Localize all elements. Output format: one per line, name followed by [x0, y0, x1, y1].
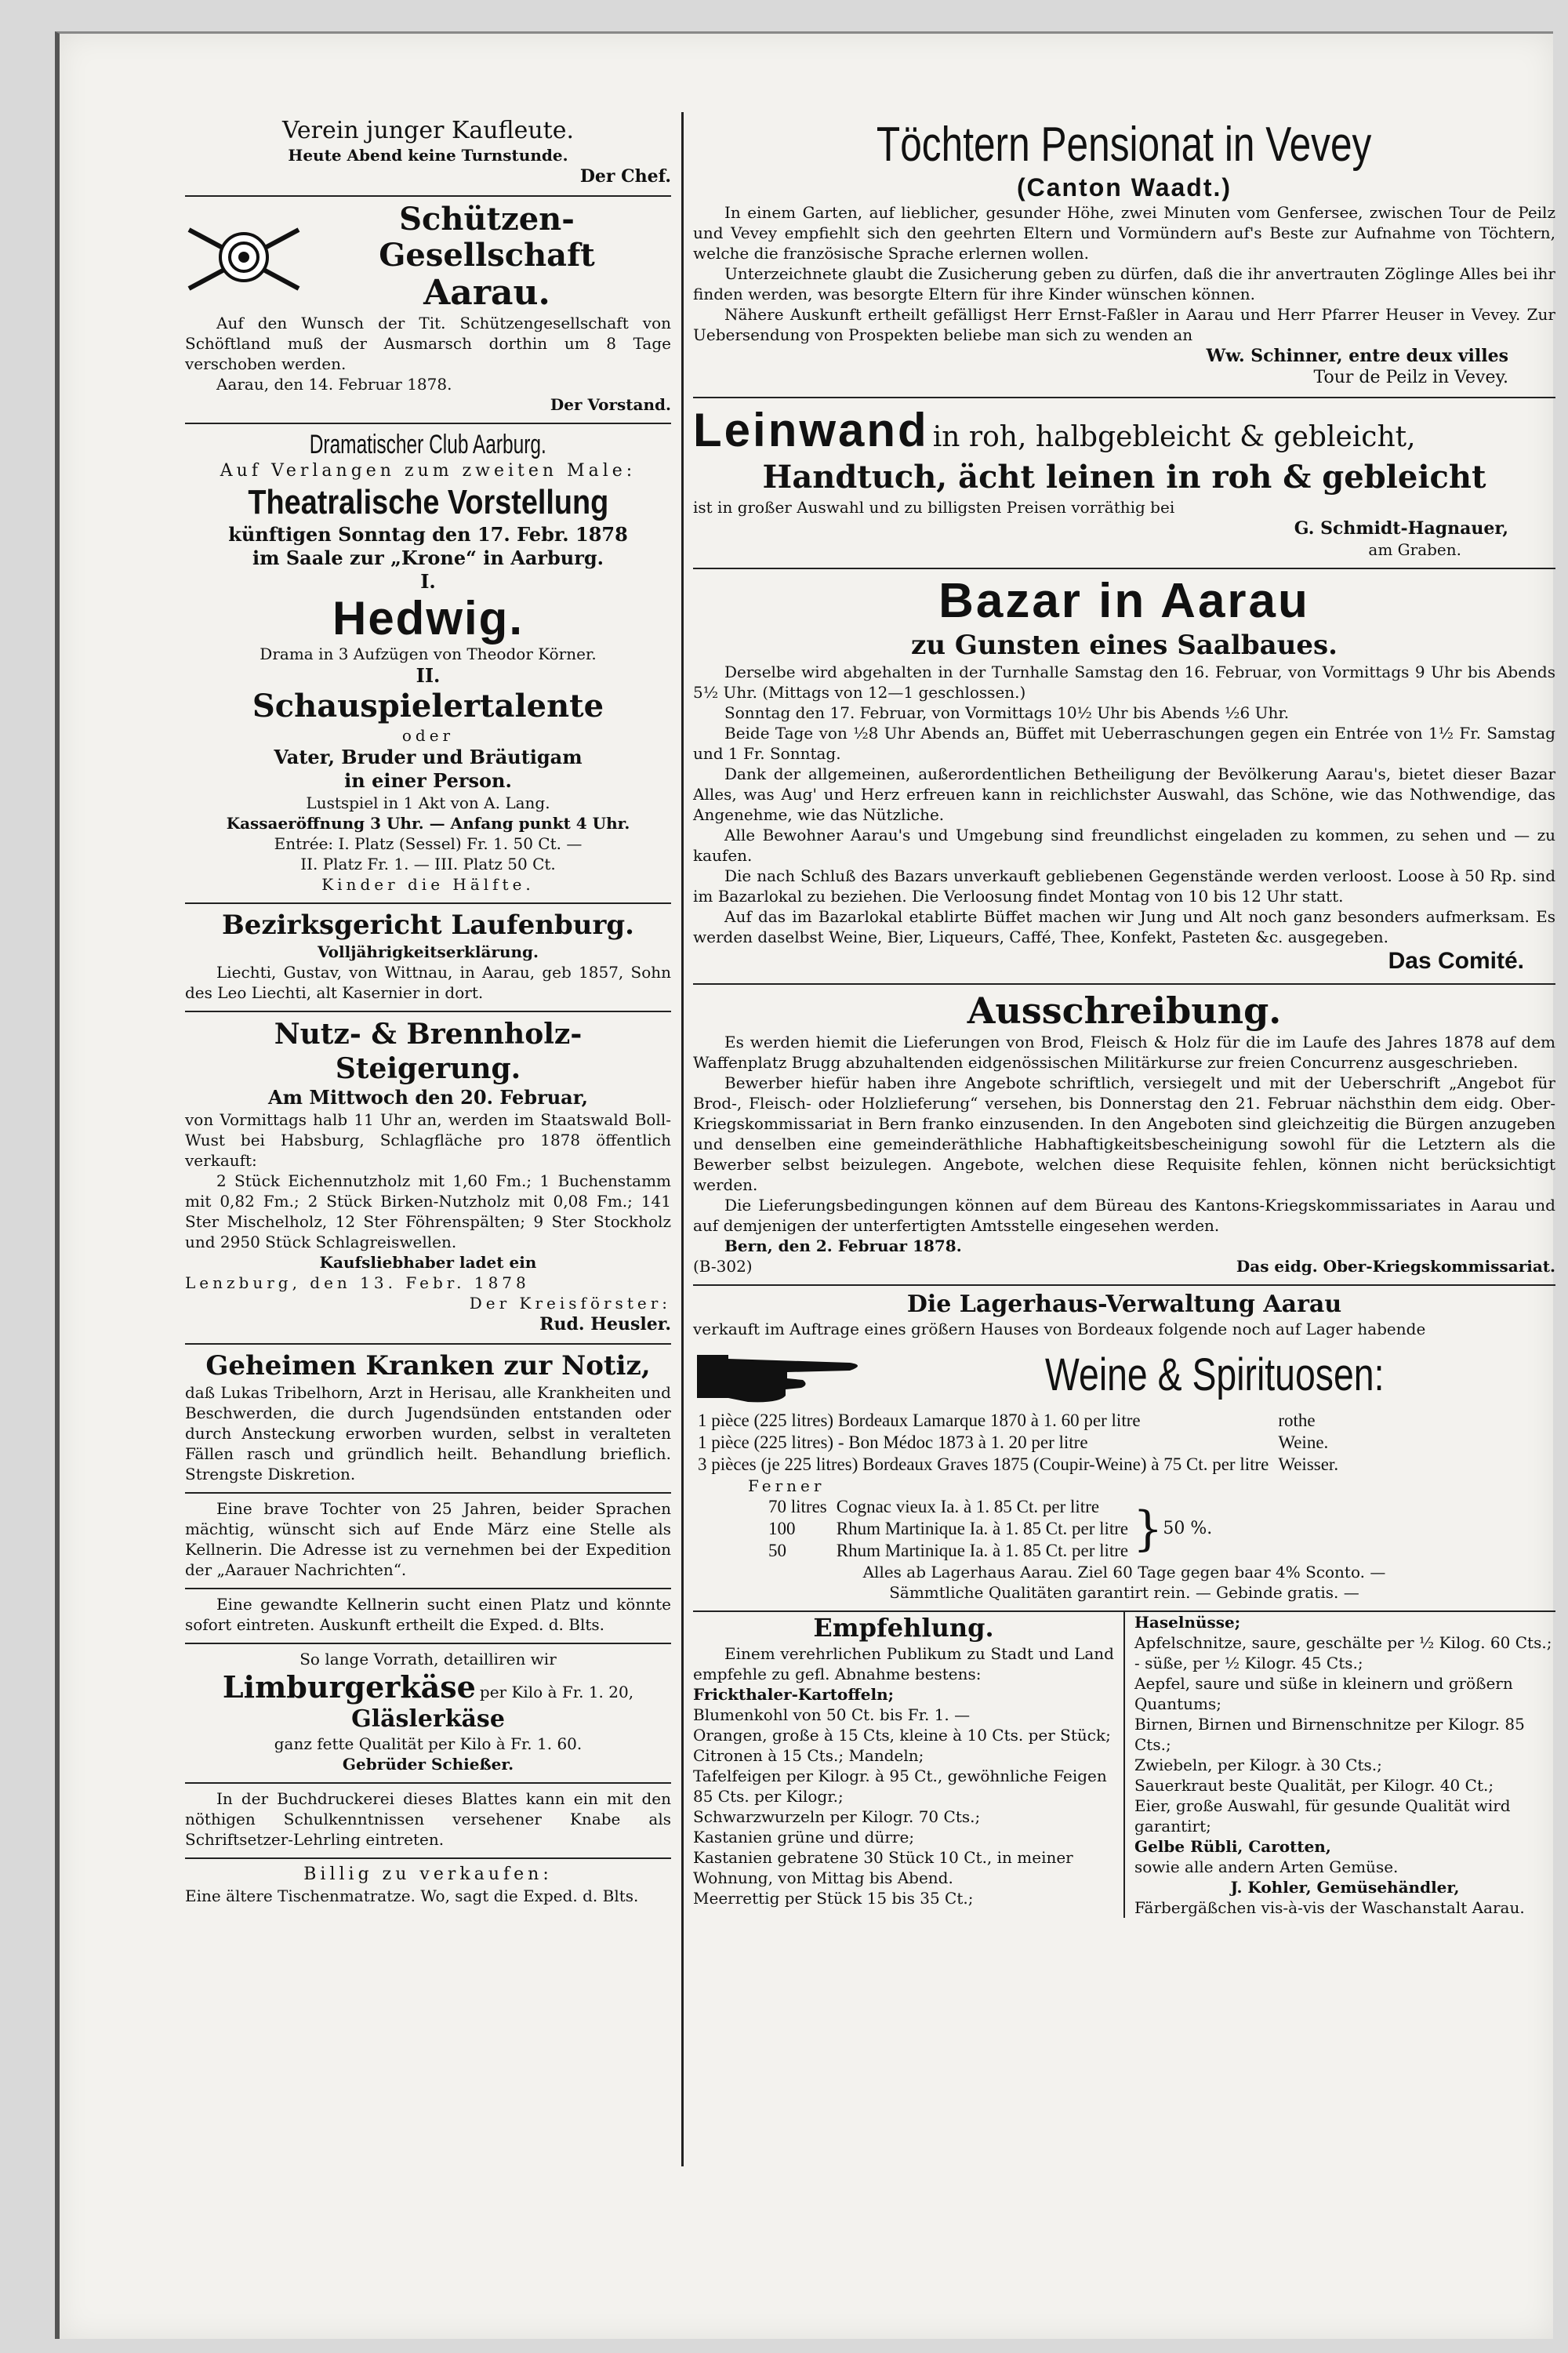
- verein-signature: Der Chef.: [579, 166, 671, 187]
- club-numeral-1: I.: [420, 570, 436, 593]
- kranken-title: Geheimen Kranken zur Notiz,: [205, 1350, 651, 1382]
- vevey-title: Töchtern Pensionat in Vevey: [877, 118, 1372, 172]
- bezirk-title: Bezirksgericht Laufenburg.: [221, 910, 635, 941]
- holz-title: Nutz- & Brennholz-Steigerung.: [274, 1018, 583, 1085]
- bazar-p7: Auf das im Bazarlokal etablirte Büffet machen wir Jung und Alt noch ganz besonders aufmerksam. Es werden daselbst Weine, Bier, Liqueurs, Caffé, Thee, Konfekt, Pasteten &c. ausgegeben.: [693, 907, 1555, 946]
- empfehlung-title: Empfehlung.: [813, 1613, 994, 1643]
- kranken-text: daß Lukas Tribelhorn, Arzt in Herisau, alle Krankheiten und Beschwerden, die durch Jugendsünden entstanden oder durch Ansteckung erworben wurden, selbst in veralteten Fällen rasch und gründlich heilt. Behandlung brieflich. Strengste Diskretion.: [185, 1383, 671, 1483]
- schuetzen-date: Aarau, den 14. Februar 1878.: [216, 375, 452, 394]
- verein-title: Verein junger Kaufleute.: [281, 117, 575, 144]
- holz-date: Lenzburg, den 13. Febr. 1878: [185, 1273, 530, 1292]
- empfehlung-left: [693, 1612, 1125, 1918]
- vevey-signature: Ww. Schinner, entre deux villes: [1206, 346, 1508, 366]
- bazar-p5: Alle Bewohner Aarau's und Umgebung sind freundlichst eingeladen zu kommen, zu sehen und — zu kaufen.: [693, 826, 1555, 865]
- ad-schuetzen: [185, 197, 671, 424]
- matratze-text: Eine ältere Tischenmatratze. Wo, sagt die Exped. d. Blts.: [185, 1886, 639, 1905]
- ad-kaese: [185, 1644, 671, 1784]
- left-column: [185, 112, 671, 1911]
- ausschreibung-p1: Es werden hiemit die Lieferungen von Brod, Fleisch & Holz für die im Laufe des Jahres 1878 auf dem Waffenplatz Brugg abzuhaltenden eidgenössischen Militärkurse zur freien Concurrenz ausgeschrieben.: [693, 1033, 1555, 1072]
- kaese-signature: Gebrüder Schießer.: [342, 1755, 514, 1774]
- kaese-title: Limburgerkäse: [222, 1669, 476, 1705]
- spirits-row: 100 Rhum Martinique Ia. à 1. 85 Ct. per litre: [768, 1519, 1129, 1538]
- spirits-percent: 50 %.: [1163, 1519, 1213, 1538]
- leinwand-title-rest: in roh, halbgebleicht & gebleicht,: [932, 421, 1416, 453]
- target-emblem: [185, 218, 303, 296]
- spirits-table: [764, 1496, 1133, 1562]
- empfehlung-item: Sauerkraut beste Qualität, per Kilogr. 40 Ct.;: [1134, 1776, 1494, 1795]
- bazar-p3: Beide Tage von ½8 Uhr Abends an, Büffet mit Ueberraschungen gegen ein Entrée von 1½ Fr. Samstag und 1 Fr. Sonntag.: [693, 724, 1555, 763]
- empfehlung-item: Blumenkohl von 50 Ct. bis Fr. 1. —: [693, 1705, 971, 1724]
- weine-title: Die Lagerhaus-Verwaltung Aarau: [906, 1291, 1342, 1318]
- ad-verein: [185, 112, 671, 197]
- empfehlung-item: Aepfel, saure und süße in kleinern und größern Quantums;: [1134, 1674, 1513, 1713]
- bazar-title: Bazar in Aarau: [938, 574, 1310, 628]
- empfehlung-item: - süße, per ½ Kilogr. 45 Cts.;: [1134, 1654, 1363, 1672]
- ad-tochter: [185, 1494, 671, 1589]
- right-column: [693, 112, 1555, 1918]
- empfehlung-item: sowie alle andern Arten Gemüse.: [1134, 1857, 1399, 1876]
- holz-date-line: Am Mittwoch den 20. Februar,: [268, 1086, 588, 1109]
- empfehlung-item: Meerrettig per Stück 15 bis 35 Ct.;: [693, 1889, 974, 1908]
- empfehlung-signature2: Färbergäßchen vis-à-vis der Waschanstalt Aarau.: [1134, 1898, 1525, 1917]
- club-play2: Schauspielertalente: [252, 688, 604, 724]
- leinwand-text: ist in großer Auswahl und zu billigsten Preisen vorräthig bei: [693, 498, 1175, 517]
- bazar-p1: Derselbe wird abgehalten in der Turnhalle Samstag den 16. Februar, von Vormittags 9 Uhr bis Abends 5½ Uhr. (Mittags von 12—1 geschlossen.): [693, 663, 1555, 702]
- holz-items: 2 Stück Eichennutzholz mit 1,60 Fm.; 1 Buchenstamm mit 0,82 Fm.; 2 Stück Birken-Nutzholz mit 0,08 Fm.; 141 Ster Mischelholz, 12 Ster Föhrenspälten; 9 Ster Stockholz und 2950 Stück Schlagreiswellen.: [185, 1171, 671, 1251]
- leinwand-signature: G. Schmidt-Hagnauer,: [1294, 518, 1508, 539]
- spirits-row: 50 Rhum Martinique Ia. à 1. 85 Ct. per litre: [768, 1541, 1129, 1560]
- bazar-sub: zu Gunsten eines Saalbaues.: [911, 630, 1338, 661]
- spirits-row: 70 litres Cognac vieux Ia. à 1. 85 Ct. per litre: [768, 1497, 1100, 1516]
- ad-lehrling: [185, 1784, 671, 1859]
- ad-ausschreibung: [693, 985, 1555, 1286]
- bazar-p4: Dank der allgemeinen, außerordentlichen Betheiligung der Bevölkerung Aarau's, bietet dieser Bazar Alles, was Aug' und Herz erfreuen kann in reichlichster Auswahl, das Schöne, wie das Nothwendige, das Angenehme, wie das Nützliche.: [693, 764, 1555, 824]
- club-prices1: Entrée: I. Platz (Sessel) Fr. 1. 50 Ct. —: [274, 834, 583, 853]
- ad-holz: [185, 1012, 671, 1345]
- ad-vevey: [693, 112, 1555, 398]
- bazar-signature: Das Comité.: [1388, 948, 1524, 974]
- empfehlung-item: Kastanien gebratene 30 Stück 10 Ct., in meiner Wohnung, von Mittag bis Abend.: [693, 1848, 1073, 1887]
- leinwand-line2: Handtuch, ächt leinen in roh & gebleicht: [762, 459, 1486, 496]
- vevey-signature2: Tour de Peilz in Vevey.: [1313, 368, 1508, 387]
- club-line1: Auf Verlangen zum zweiten Male:: [220, 461, 637, 481]
- kaese-title2: Gläslerkäse: [351, 1705, 505, 1733]
- wine-row: 1 pièce (225 litres) Bordeaux Lamarque 1870 à 1. 60 per litre rothe: [698, 1411, 1316, 1430]
- ad-bezirksgericht: [185, 904, 671, 1012]
- newspaper-page: [55, 31, 1553, 2339]
- club-play1: Hedwig.: [332, 592, 524, 645]
- club-times: Kassaeröffnung 3 Uhr. — Anfang punkt 4 Uhr.: [226, 814, 630, 833]
- ad-matratze: [185, 1859, 671, 1911]
- empfehlung-item: Haselnüsse;: [1134, 1613, 1241, 1632]
- holz-signature: Rud. Heusler.: [539, 1314, 671, 1334]
- vevey-p2: Unterzeichnete glaubt die Zusicherung geben zu dürfen, daß die ihr anvertrauten Zöglinge Alles bei ihr finden werden, was besorgte Eltern für ihre Kinder wünschen können.: [693, 264, 1555, 303]
- wine-row: 1 pièce (225 litres) - Bon Médoc 1873 à 1. 20 per litre Weine.: [698, 1432, 1329, 1452]
- bezirk-sub: Volljährigkeitserklärung.: [318, 942, 539, 961]
- vevey-p1: In einem Garten, auf lieblicher, gesunder Höhe, zwei Minuten vom Genfersee, zwischen Tour de Peilz und Vevey empfiehlt sich den geehrten Eltern und Vormündern auf's Beste zur Aufnahme von Töchtern, welche die französische Sprache erlernen wollen.: [693, 203, 1555, 263]
- ad-kellnerin: [185, 1589, 671, 1644]
- column-divider: [681, 112, 684, 2166]
- club-line3: im Saale zur „Krone“ in Aarburg.: [252, 546, 604, 569]
- weine-foot1: Alles ab Lagerhaus Aarau. Ziel 60 Tage gegen baar 4% Sconto. —: [862, 1563, 1386, 1581]
- empfehlung-item: Orangen, große à 15 Cts, kleine à 10 Cts. per Stück;: [693, 1726, 1111, 1745]
- club-play2-sub3: Lustspiel in 1 Akt von A. Lang.: [306, 793, 550, 812]
- wine-table: [693, 1410, 1343, 1476]
- ad-kranken: [185, 1345, 671, 1494]
- bezirk-text: Liechti, Gustav, von Wittnau, in Aarau, geb 1857, Sohn des Leo Liechti, alt Kasernier in dort.: [185, 963, 671, 1002]
- club-line2: künftigen Sonntag den 17. Febr. 1878: [228, 523, 628, 546]
- empfehlung-item: Gelbe Rübli, Carotten,: [1134, 1837, 1331, 1856]
- club-oder: oder: [401, 726, 455, 745]
- kellnerin-text: Eine gewandte Kellnerin sucht einen Platz und könnte sofort eintreten. Auskunft ertheilt die Exped. d. Blts.: [185, 1595, 671, 1634]
- bazar-p6: Die nach Schluß des Bazars unverkauft gebliebenen Gegenstände werden verloost. Loose à 50 Rp. sind im Bazarlokal zu beziehen. Die Verloosung findet Montag von 10 bis 12 Uhr statt.: [693, 866, 1555, 906]
- club-prices2: II. Platz Fr. 1. — III. Platz 50 Ct.: [300, 855, 556, 873]
- weine-line: verkauft im Auftrage eines größern Hauses von Bordeaux folgende noch auf Lager habende: [693, 1320, 1426, 1338]
- empfehlung-item: Apfelschnitze, saure, geschälte per ½ Kilog. 60 Cts.;: [1134, 1633, 1552, 1652]
- empfehlung-item: Kastanien grüne und dürre;: [693, 1828, 915, 1846]
- empfehlung-item: Tafelfeigen per Kilogr. à 95 Ct., gewöhnliche Feigen 85 Cts. per Kilogr.;: [693, 1767, 1107, 1806]
- club-title: Dramatischer Club Aarburg.: [309, 430, 547, 459]
- verein-line: Heute Abend keine Turnstunde.: [288, 146, 568, 165]
- kaese-line1: So lange Vorrath, detailliren wir: [299, 1650, 557, 1669]
- ad-leinwand: [693, 398, 1555, 569]
- club-heading: Theatralische Vorstellung: [248, 483, 608, 521]
- empfehlung-item: Birnen, Birnen und Birnenschnitze per Kilogr. 85 Cts.;: [1134, 1715, 1525, 1754]
- weine-heading: Weine & Spirituosen:: [1044, 1349, 1385, 1400]
- schuetzen-title: Schützen-Gesellschaft: [379, 201, 595, 274]
- holz-invite: Kaufsliebhaber ladet ein: [319, 1253, 537, 1272]
- kaese-line2: ganz fette Qualität per Kilo à Fr. 1. 60.: [274, 1734, 583, 1753]
- empfehlung-item: Citronen à 15 Cts.; Mandeln;: [693, 1746, 924, 1765]
- holz-role: Der Kreisförster:: [469, 1294, 671, 1313]
- leinwand-signature2: am Graben.: [1368, 540, 1461, 559]
- weine-foot2: Sämmtliche Qualitäten garantirt rein. — Gebinde gratis. —: [889, 1583, 1359, 1602]
- tochter-text: Eine brave Tochter von 25 Jahren, beider Sprachen mächtig, wünscht sich auf Ende März eine Stelle als Kellnerin. Die Adresse ist zu vernehmen bei der Expedition der „Aarauer Nachrichten“.: [185, 1499, 671, 1579]
- bazar-p2: Sonntag den 17. Februar, von Vormittags 10½ Uhr bis Abends ½6 Uhr.: [724, 703, 1290, 722]
- schuetzen-place: Aarau.: [423, 273, 550, 313]
- empfehlung-item: Schwarzwurzeln per Kilogr. 70 Cts.;: [693, 1807, 981, 1826]
- ad-bazar: [693, 569, 1555, 985]
- empfehlung-item: Frickthaler-Kartoffeln;: [693, 1685, 895, 1704]
- kaese-price: per Kilo à Fr. 1. 20,: [479, 1683, 634, 1701]
- ad-empfehlung: [693, 1612, 1555, 1918]
- club-numeral-2: II.: [416, 664, 441, 687]
- ausschreibung-p2: Bewerber hiefür haben ihre Angebote schriftlich, versiegelt und mit der Ueberschrift „Angebot für Brod-, Fleisch- oder Holzlieferung“ versehen, bis Donnerstag den 21. Februar nächsthin dem eidg. Ober-Kriegskommissariat in Bern franko einzusenden. In den Angeboten sind gleichzeitig die Bürgen anzugeben und denselben eine gemeinderäthliche Habhaftigkeitsbescheinigung sowohl für die Letztern als die Bewerber selbst beizulegen. Angebote, welchen diese Requisite fehlen, können nicht berücksichtigt werden.: [693, 1073, 1555, 1194]
- club-kids: Kinder die Hälfte.: [321, 875, 535, 894]
- leinwand-title: Leinwand: [693, 404, 929, 456]
- empfehlung-item: Einem verehrlichen Publikum zu Stadt und Land empfehle zu gefl. Abnahme bestens:: [693, 1644, 1114, 1683]
- holz-text: von Vormittags halb 11 Uhr an, werden im Staatswald Boll-Wust bei Habsburg, Schlagfläche pro 1878 öffentlich verkauft:: [185, 1110, 671, 1170]
- empfehlung-item: Eier, große Auswahl, für gesunde Qualität wird garantirt;: [1134, 1796, 1511, 1836]
- club-play2-sub2: in einer Person.: [344, 769, 512, 792]
- ausschreibung-title: Ausschreibung.: [967, 989, 1282, 1032]
- weine-ferner: Ferner: [748, 1476, 826, 1495]
- ausschreibung-p3: Die Lieferungsbedingungen können auf dem Büreau des Kantons-Kriegskommissariates in Aarau und auf demjenigen der unterfertigten Amtsstelle eingesehen werden.: [693, 1196, 1555, 1235]
- empfehlung-right: [1125, 1612, 1555, 1918]
- ausschreibung-signature: Das eidg. Ober-Kriegskommissariat.: [1236, 1257, 1555, 1276]
- schuetzen-signature: Der Vorstand.: [550, 395, 671, 414]
- ad-dramatischer-club: [185, 424, 671, 904]
- vevey-sub: (Canton Waadt.): [1016, 173, 1232, 202]
- club-play2-sub1: Vater, Bruder und Bräutigam: [274, 746, 583, 768]
- empfehlung-item: Zwiebeln, per Kilogr. à 30 Cts.;: [1134, 1756, 1382, 1774]
- pointing-hand-icon: [693, 1339, 873, 1410]
- vevey-p3: Nähere Auskunft ertheilt gefälligst Herr Ernst-Faßler in Aarau und Herr Pfarrer Heuser in Vevey. Zur Uebersendung von Prospekten beliebe man sich zu wenden an: [693, 305, 1555, 344]
- club-play1-sub: Drama in 3 Aufzügen von Theodor Körner.: [260, 645, 597, 663]
- lehrling-text: In der Buchdruckerei dieses Blattes kann ein mit den nöthigen Schulkenntnissen versehener Knabe als Schriftsetzer-Lehrling eintreten.: [185, 1789, 671, 1849]
- ad-weine: Die Lagerhaus-Verwaltung Aarau verkauft im Auftrage eines größern Hauses von Bordeaux folgende noch auf Lager habende Weine & Spirituosen: 1 pièce (225 litres) Bordeaux Lamarque 1870 à 1. 60 per litre rothe 1 pièce (225 litres) - Bon Médoc 1873 à 1. 20 per litre Weine. 3 pièces (je 225 litres) Bordeaux Graves 1875 (Coupir-Weine) à 75 Ct. per litre Weisser. Ferner 70 litres Cognac vieux Ia. à 1. 85 Ct. per litre 100 Rhum Martinique Ia. à 1. 85 Ct. per litre 50 Rhum Martinique Ia. à 1. 85 Ct. per litre } 50 %. Alles ab Lagerhaus Aarau. Ziel 60 Tage gegen baar 4% Sconto. — Sämmtliche Qualitäten garantirt rein. — Gebinde gratis. —: [693, 1286, 1555, 1612]
- wine-row: 3 pièces (je 225 litres) Bordeaux Graves 1875 (Coupir-Weine) à 75 Ct. per litre Weisser.: [698, 1454, 1339, 1474]
- matratze-title: Billig zu verkaufen:: [303, 1865, 553, 1884]
- ausschreibung-code: (B-302): [693, 1257, 753, 1276]
- schuetzen-text: Auf den Wunsch der Tit. Schützengesellschaft von Schöftland muß der Ausmarsch dorthin um 8 Tage verschoben werden.: [185, 314, 671, 373]
- ausschreibung-date: Bern, den 2. Februar 1878.: [724, 1236, 962, 1255]
- empfehlung-signature: J. Kohler, Gemüsehändler,: [1230, 1878, 1460, 1897]
